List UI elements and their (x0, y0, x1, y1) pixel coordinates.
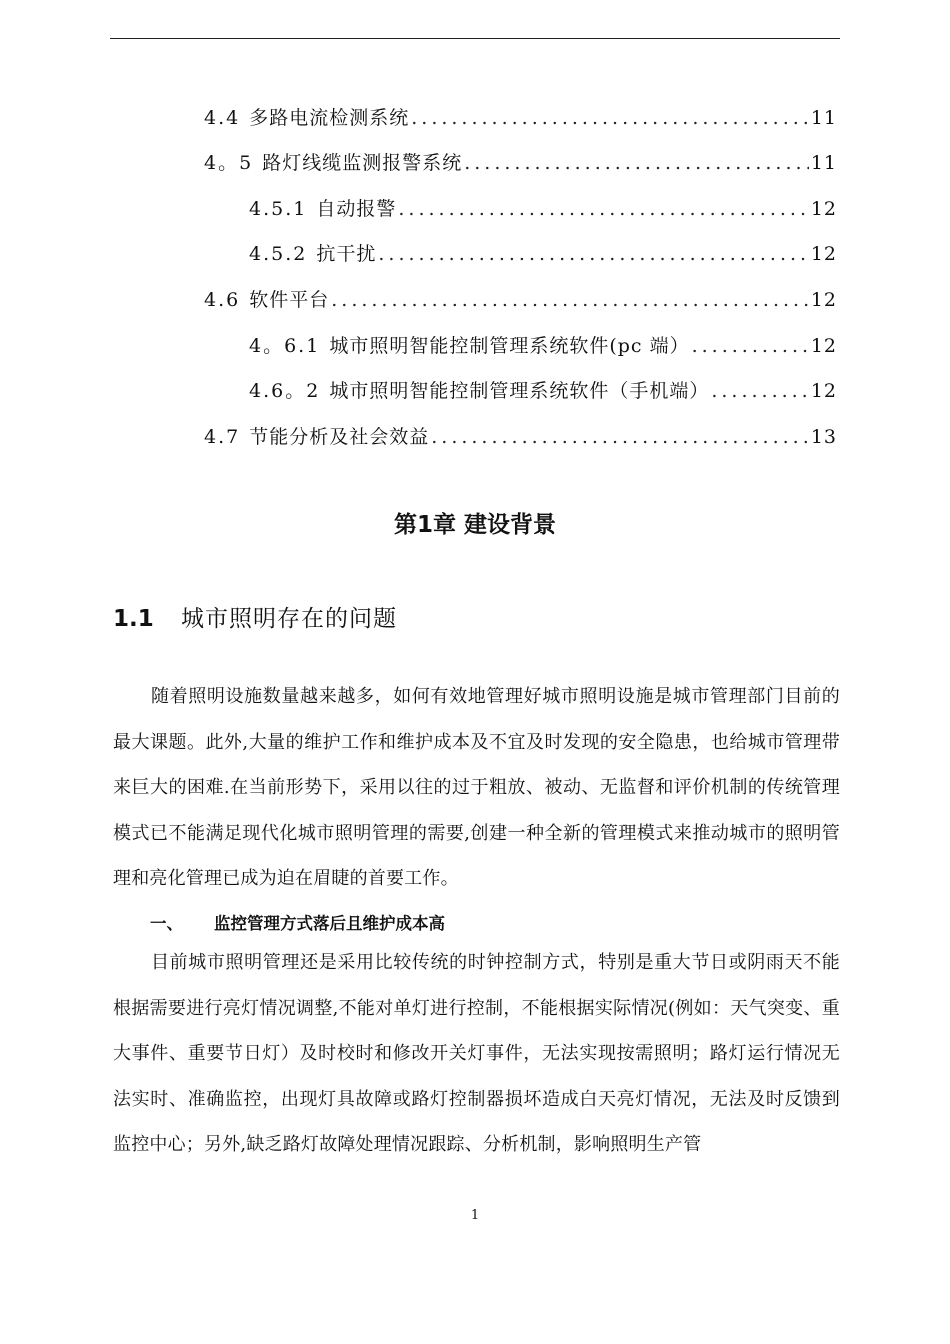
toc-entry-number: 4.5.1 (249, 198, 308, 220)
chapter-title: 第1章 建设背景 (393, 512, 556, 538)
toc-entry-title: 抗干扰 (316, 243, 377, 265)
subsection-title: 监控管理方式落后且维护成本高 (214, 914, 445, 933)
toc-leader-dots (398, 194, 808, 224)
toc-entry-page: 12 (810, 243, 837, 265)
toc-entry-title: 路灯线缆监测报警系统 (262, 152, 463, 174)
toc-entry-page: 12 (810, 380, 837, 402)
toc-leader-dots (692, 331, 809, 361)
toc-entry[interactable] (249, 194, 837, 224)
toc-entry[interactable] (204, 148, 837, 178)
toc-entry-title: 城市照明智能控制管理系统软件(pc 端） (329, 335, 690, 357)
toc-entry-number: 4.4 (204, 107, 241, 129)
toc-entry-page: 13 (810, 426, 837, 448)
toc-leader-dots (331, 285, 809, 315)
header-rule (110, 38, 840, 39)
toc-entry-page: 12 (810, 335, 837, 357)
toc-entry-number: 4。5 (204, 152, 254, 174)
toc-entry[interactable] (249, 239, 837, 269)
toc-entry-number: 4.6 (204, 289, 241, 311)
toc-leader-dots (431, 422, 809, 452)
toc-entry-page: 12 (810, 289, 837, 311)
toc-entry-title: 节能分析及社会效益 (249, 426, 430, 448)
toc-entry-number: 4.7 (204, 426, 241, 448)
toc-entry[interactable] (204, 422, 837, 452)
toc-entry-number: 4.5.2 (249, 243, 308, 265)
toc-entry-page: 12 (810, 198, 837, 220)
toc-entry-title: 自动报警 (316, 198, 397, 220)
section-heading (113, 600, 397, 633)
toc-entry-page: 11 (810, 107, 837, 129)
toc-entry-title: 城市照明智能控制管理系统软件（手机端） (329, 380, 710, 402)
toc-entry[interactable] (204, 103, 837, 133)
body-paragraph: 目前城市照明管理还是采用比较传统的时钟控制方式，特别是重大节日或阴雨天不能根据需要进行亮灯情况调整,不能对单灯进行控制，不能根据实际情况(例如：天气突变、重大事件、重要节日灯）及时校时和修改开关灯事件，无法实现按需照明；路灯运行情况无法实时、准确监控，出现灯具故障或路灯控制器损坏造成白天亮灯情况，无法及时反馈到监控中心；另外,缺乏路灯故障处理情况跟踪、分析机制，影响照明生产管 (113, 952, 840, 1155)
toc-entry-title: 软件平台 (249, 289, 330, 311)
section-number: 1.1 (113, 606, 154, 632)
subsection-heading (150, 910, 445, 934)
body-paragraph: 随着照明设施数量越来越多，如何有效地管理好城市照明设施是城市管理部门目前的最大课题。此外,大量的维护工作和维护成本及不宜及时发现的安全隐患，也给城市管理带来巨大的困难.在当前形势下，采用以往的过于粗放、被动、无监督和评价机制的传统管理模式已不能满足现代化城市照明管理的需要,创建一种全新的管理模式来推动城市的照明管理和亮化管理已成为迫在眉睫的首要工作。 (113, 686, 840, 889)
toc-entry-page: 11 (810, 152, 837, 174)
toc-leader-dots (378, 239, 808, 269)
toc-entry[interactable] (249, 331, 837, 361)
toc-entry-number: 4。6.1 (249, 335, 321, 357)
toc-leader-dots (411, 103, 809, 133)
section-title: 城市照明存在的问题 (181, 606, 397, 632)
toc-entry-number: 4.6。2 (249, 380, 321, 402)
toc-leader-dots (711, 376, 808, 406)
toc-leader-dots (464, 148, 809, 178)
toc-entry-title: 多路电流检测系统 (249, 107, 410, 129)
subsection-marker: 一、 (150, 914, 183, 933)
toc-entry[interactable] (249, 376, 837, 406)
toc-entry[interactable] (204, 285, 837, 315)
page-number: 1 (470, 1208, 480, 1223)
